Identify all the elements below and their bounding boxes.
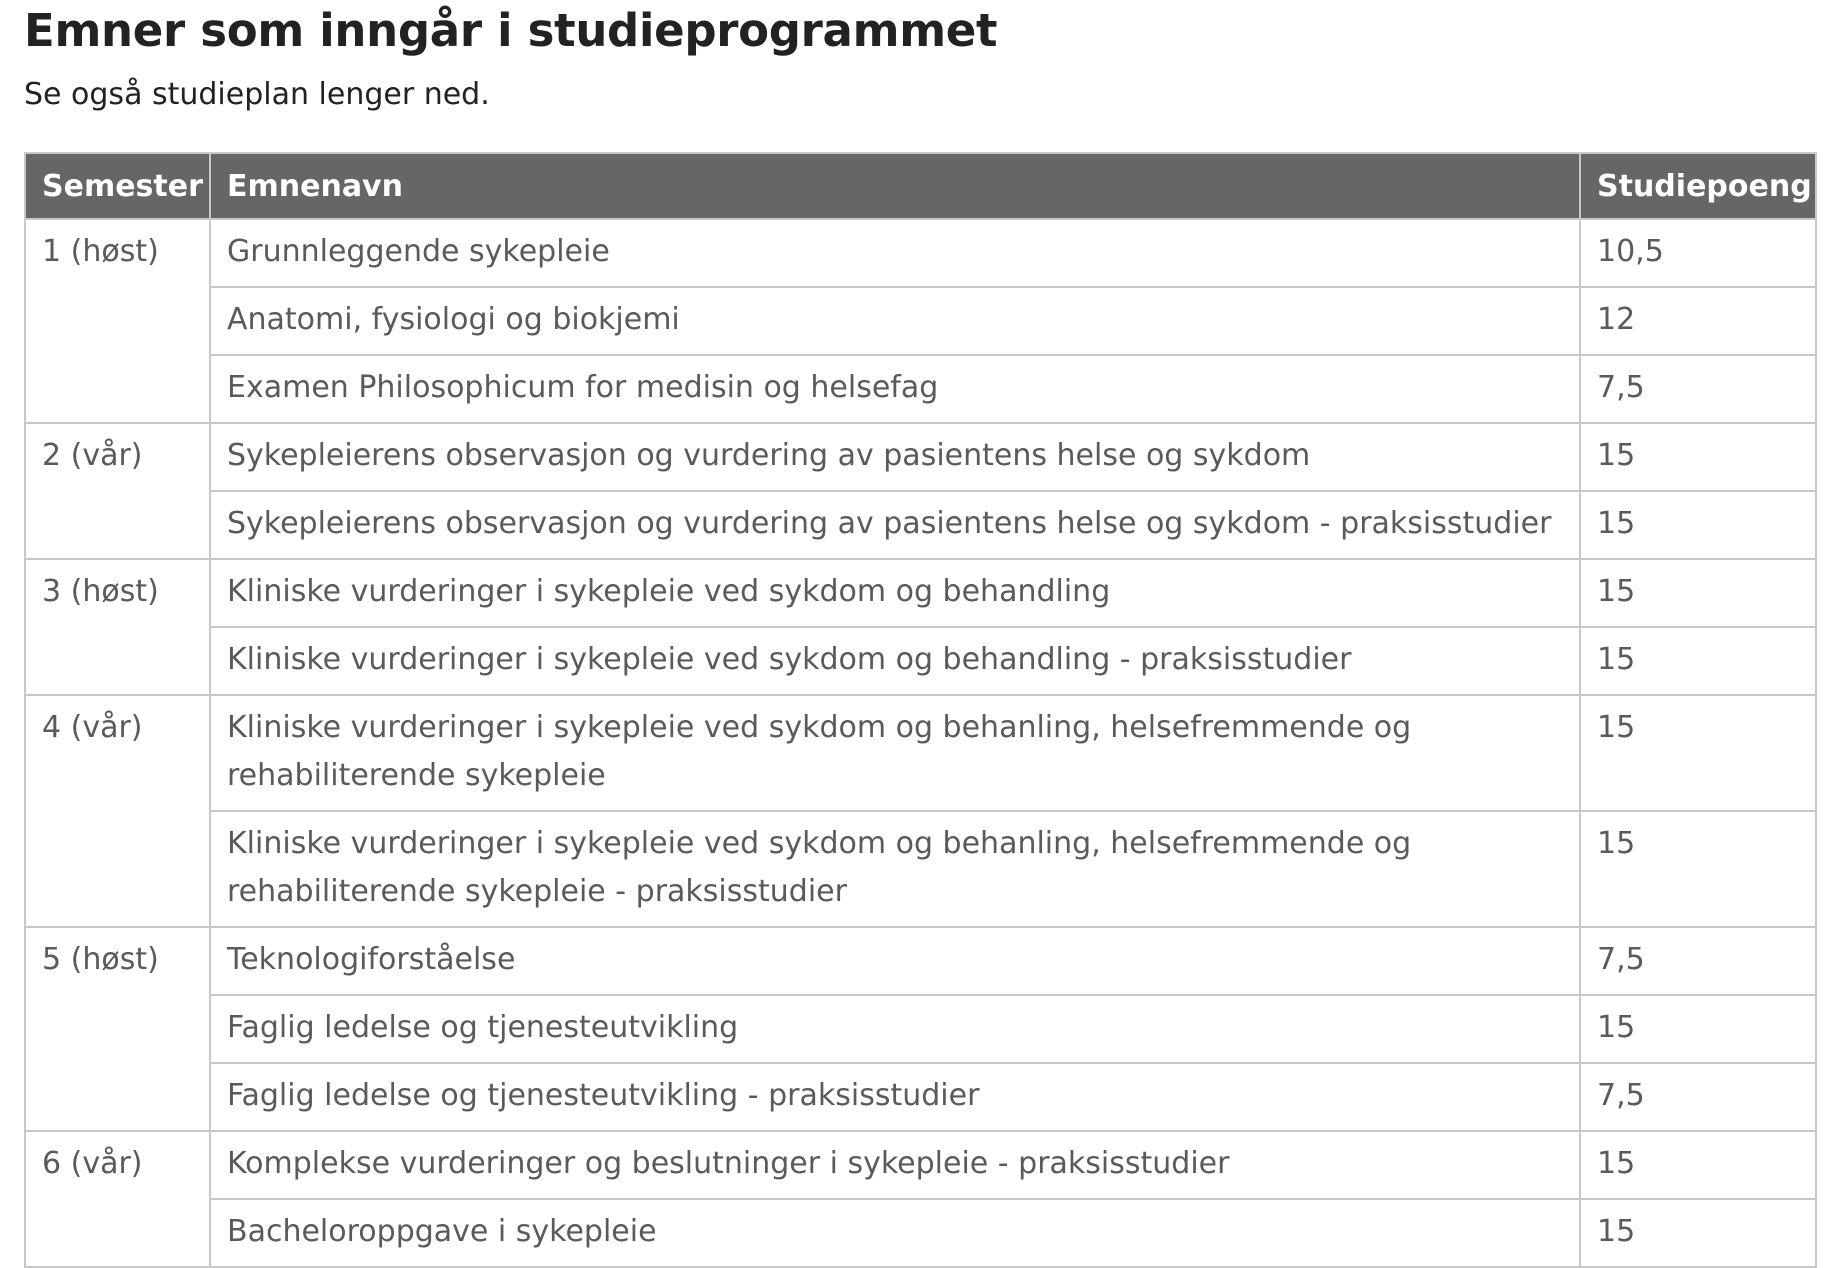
table-row: [25, 1199, 1816, 1267]
course-name-cell: Faglig ledelse og tjenesteutvikling: [210, 995, 1580, 1063]
table-row: [25, 927, 1816, 995]
table-row: [25, 423, 1816, 491]
credits-cell: 15: [1580, 491, 1816, 559]
table-row: [25, 219, 1816, 287]
header-row: [25, 153, 1816, 219]
table-row: [25, 811, 1816, 927]
credits-cell: 12: [1580, 287, 1816, 355]
table-header: [25, 153, 1816, 219]
credits-cell: 7,5: [1580, 927, 1816, 995]
table-row: [25, 287, 1816, 355]
semester-cell: 1 (høst): [25, 219, 210, 423]
credits-cell: 10,5: [1580, 219, 1816, 287]
credits-cell: 15: [1580, 995, 1816, 1063]
column-header-points: Studiepoeng: [1580, 153, 1816, 219]
course-name-cell: Kliniske vurderinger i sykepleie ved sykdom og behandling: [210, 559, 1580, 627]
table-row: [25, 995, 1816, 1063]
course-name-cell: Sykepleierens observasjon og vurdering av pasientens helse og sykdom: [210, 423, 1580, 491]
credits-cell: 15: [1580, 627, 1816, 695]
course-name-cell: Faglig ledelse og tjenesteutvikling - praksisstudier: [210, 1063, 1580, 1131]
table-row: [25, 491, 1816, 559]
course-name-cell: Komplekse vurderinger og beslutninger i sykepleie - praksisstudier: [210, 1131, 1580, 1199]
table-row: [25, 627, 1816, 695]
semester-cell: 5 (høst): [25, 927, 210, 1131]
course-name-cell: Bacheloroppgave i sykepleie: [210, 1199, 1580, 1267]
semester-cell: 2 (vår): [25, 423, 210, 559]
table-row: [25, 1063, 1816, 1131]
semester-cell: 4 (vår): [25, 695, 210, 927]
table-row: [25, 355, 1816, 423]
course-name-cell: Sykepleierens observasjon og vurdering av pasientens helse og sykdom - praksisstudier: [210, 491, 1580, 559]
table-row: [25, 1131, 1816, 1199]
credits-cell: 15: [1580, 1131, 1816, 1199]
course-name-cell: Kliniske vurderinger i sykepleie ved sykdom og behandling - praksisstudier: [210, 627, 1580, 695]
course-name-cell: Teknologiforståelse: [210, 927, 1580, 995]
course-name-cell: Kliniske vurderinger i sykepleie ved sykdom og behanling, helsefremmende og rehabiliterende sykepleie: [210, 695, 1580, 811]
semester-cell: 3 (høst): [25, 559, 210, 695]
table-body: [25, 219, 1816, 1267]
course-name-cell: Grunnleggende sykepleie: [210, 219, 1580, 287]
table-row: [25, 695, 1816, 811]
page-title: Emner som inngår i studieprogrammet: [24, 4, 998, 57]
course-name-cell: Anatomi, fysiologi og biokjemi: [210, 287, 1580, 355]
table-row: [25, 559, 1816, 627]
column-header-semester: Semester: [25, 153, 210, 219]
credits-cell: 7,5: [1580, 355, 1816, 423]
column-header-name: Emnenavn: [210, 153, 1580, 219]
courses-table: [24, 152, 1817, 1268]
credits-cell: 15: [1580, 1199, 1816, 1267]
semester-cell: 6 (vår): [25, 1131, 210, 1267]
course-name-cell: Examen Philosophicum for medisin og helsefag: [210, 355, 1580, 423]
credits-cell: 15: [1580, 695, 1816, 811]
credits-cell: 15: [1580, 423, 1816, 491]
course-name-cell: Kliniske vurderinger i sykepleie ved sykdom og behanling, helsefremmende og rehabiliterende sykepleie - praksisstudier: [210, 811, 1580, 927]
credits-cell: 15: [1580, 559, 1816, 627]
credits-cell: 15: [1580, 811, 1816, 927]
page-subtitle: Se også studieplan lenger ned.: [24, 77, 490, 112]
credits-cell: 7,5: [1580, 1063, 1816, 1131]
